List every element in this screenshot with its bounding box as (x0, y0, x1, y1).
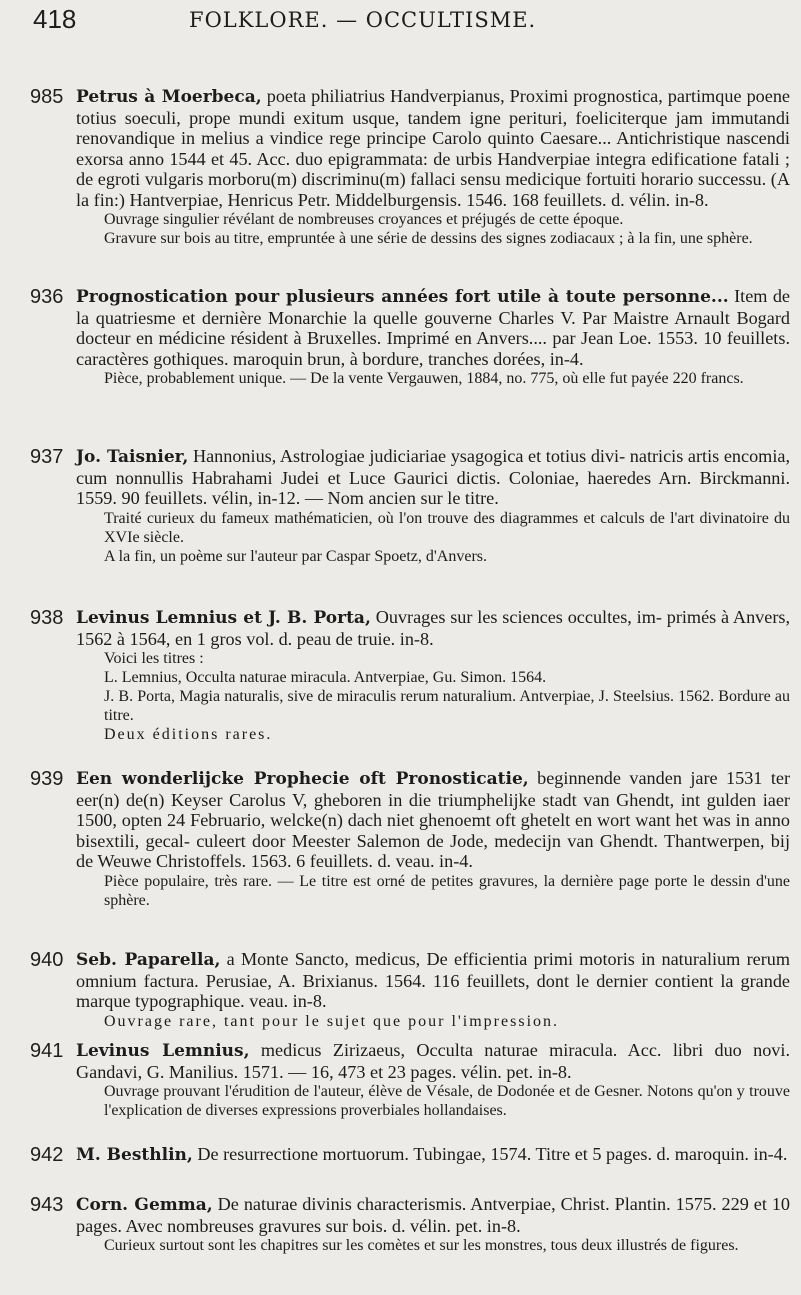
lot-body: a Monte Sancto, medicus, De efficientia primi motoris in naturalium rerum omnium factura. Perusiae, A. Brixianus. 1564. 116 feuillets, dont le dernier contient la grande marque typographique. veau. in-8. (76, 949, 790, 1011)
lot-description (76, 1194, 790, 1236)
lot-body: Ouvrages sur les sciences occultes, im- primés à Anvers, 1562 à 1564, en 1 gros vol. d. peau de truie. in-8. (76, 607, 791, 649)
lot-title: Levinus Lemnius, (76, 1041, 250, 1061)
lot-number: 936 (30, 286, 64, 308)
lot-note: Pièce populaire, très rare. — Le titre est orné de petites gravures, la dernière page porte le dessin d'une sphère. (104, 872, 790, 909)
lot-entry (30, 1194, 790, 1255)
lot-note: Deux éditions rares. (104, 726, 273, 743)
lot-entry (30, 607, 790, 744)
lot-description (76, 286, 790, 369)
lot-body: medicus Zirizaeus, Occulta naturae miracula. Acc. libri duo novi. Gandavi, G. Manilius. 1571. — 16, 473 et 23 pages. vélin. pet. in-8. (76, 1040, 790, 1082)
lot-title: Levinus Lemnius et J. B. Porta, (76, 608, 371, 628)
lot-note: Ouvrage rare, tant pour le sujet que pour l'impression. (104, 1012, 560, 1030)
lot-title: Seb. Paparella, (76, 950, 221, 970)
lot-body: beginnende vanden jare 1531 ter eer(n) de(n) Keyser Carolus V, gheboren in die triumphelijke stadt van Ghendt, int gulden iaer 1500, opten 24 Februario, welcke(n) dach niet ghenoemt oft ghetelt en wort want het was in anno bisextili, gecal- culeert door Meester Salemon de Jode, medecijn van Ghendt. Thantwerpen, bij de Weuwe Christoffels. 1563. 6 feuillets. d. veau. in-4. (76, 768, 791, 871)
lot-number: 942 (30, 1144, 64, 1166)
lot-body: De naturae divinis characterismis. Antverpiae, Christ. Plantin. 1575. 229 et 10 pages. Avec nombreuses gravures sur bois. d. vélin. pet. in-8. (76, 1194, 791, 1236)
lot-number: 940 (30, 949, 64, 971)
lot-description (76, 86, 790, 210)
lot-description (76, 1040, 790, 1082)
lot-description (76, 1144, 790, 1166)
lot-note: Pièce, probablement unique. — De la vente Vergauwen, 1884, no. 775, où elle fut payée 220 francs. (104, 370, 744, 387)
lot-number: 938 (30, 607, 64, 629)
lot-entry (30, 768, 790, 910)
lot-description (76, 446, 790, 509)
lot-note: Ouvrage prouvant l'érudition de l'auteur, élève de Vésale, de Dodonée et de Gesner. Notons qu'on y trouve l'explication de diverses expressions proverbiales hollandaises. (104, 1083, 790, 1119)
lot-entry (30, 1144, 790, 1166)
lot-entry (30, 86, 790, 248)
page-number: 418 (33, 4, 77, 34)
lot-title: Een wonderlijcke Prophecie oft Pronosticatie, (76, 769, 529, 789)
lot-entry (30, 1040, 790, 1120)
lot-title: Petrus à Moerbeca, (76, 87, 262, 107)
lot-note: A la fin, un poème sur l'auteur par Caspar Spoetz, d'Anvers. (104, 547, 487, 565)
lot-entry (30, 446, 790, 566)
lot-note: Ouvrage singulier révélant de nombreuses croyances et préjugés de cette époque. (104, 211, 624, 228)
lot-number: 937 (30, 446, 64, 468)
lot-entry (30, 286, 790, 388)
lot-title: Prognostication pour plusieurs années fort utile à toute personne... (76, 287, 729, 307)
lot-note: Traité curieux du fameux mathématicien, où l'on trouve des diagrammes et calculs de l'art divinatoire du XVIe siècle. (104, 509, 790, 546)
lot-title: Corn. Gemma, (76, 1195, 213, 1215)
lot-number: 985 (30, 86, 64, 108)
lot-number: 941 (30, 1040, 64, 1062)
lot-note: L. Lemnius, Occulta naturae miracula. Antverpiae, Gu. Simon. 1564. (104, 669, 547, 686)
lot-body: De resurrectione mortuorum. Tubingae, 1574. Titre et 5 pages. d. maroquin. in-4. (197, 1144, 788, 1164)
lot-note: Curieux surtout sont les chapitres sur les comètes et sur les monstres, tous deux illustrés de figures. (104, 1237, 739, 1254)
lot-description (76, 949, 790, 1012)
lot-description (76, 768, 790, 872)
running-head: FOLKLORE. — OCCULTISME. (189, 8, 537, 32)
lot-note: Voici les titres : (104, 650, 204, 667)
lot-body: Item de la quatriesme et dernière Monarchie la quelle gouverne Charles V. Par Maistre Arnault Bogard docteur en médicine résident à Bruxelles. Imprimé en Anvers.... par Jean Loe. 1553. 10 feuillets. caractères gothiques. maroquin brun, à bordure, tranches dorées, in-4. (76, 286, 791, 369)
lot-description (76, 607, 790, 649)
lot-title: Jo. Taisnier, (76, 447, 189, 467)
lot-title: M. Besthlin, (76, 1145, 193, 1165)
lot-number: 939 (30, 768, 64, 790)
lot-body: Hannonius, Astrologiae judiciariae ysagogica et totius divi- natricis artis encomia, cum nonnullis Habrahami Judei et Luce Gaurici dictis. Coloniae, haeredes Arn. Birckmanni. 1559. 90 feuillets. vélin, in-12. — Nom ancien sur le titre. (76, 446, 790, 508)
lot-body: poeta philiatrius Handverpianus, Proximi prognostica, partimque poene totius soeculi, prope mundi exitum usque, tandem igne perituri, foeliciterque jam immutandi renovandique in melius a vindice rege principe Carolo quinto Caesare... Antichristique nascendi exorsa anno 1544 et 45. Acc. duo epigrammata: de urbis Handverpiae integra edificatione fatali ; de egroti vulgaris morboru(m) discriminu(m) fallaci sensu medicique fortuiti horario successu. (A la fin:) Hantverpiae, Henricus Petr. Middelburgensis. 1546. 168 feuillets. d. vélin. in-8. (76, 86, 791, 210)
lot-note: Gravure sur bois au titre, empruntée à une série de dessins des signes zodiacaux ; à la fin, une sphère. (104, 230, 753, 247)
lot-note: J. B. Porta, Magia naturalis, sive de miraculis rerum naturalium. Antverpiae, J. Steelsius. 1562. Bordure au titre. (104, 688, 790, 724)
lot-number: 943 (30, 1194, 64, 1216)
lot-entry (30, 949, 790, 1031)
